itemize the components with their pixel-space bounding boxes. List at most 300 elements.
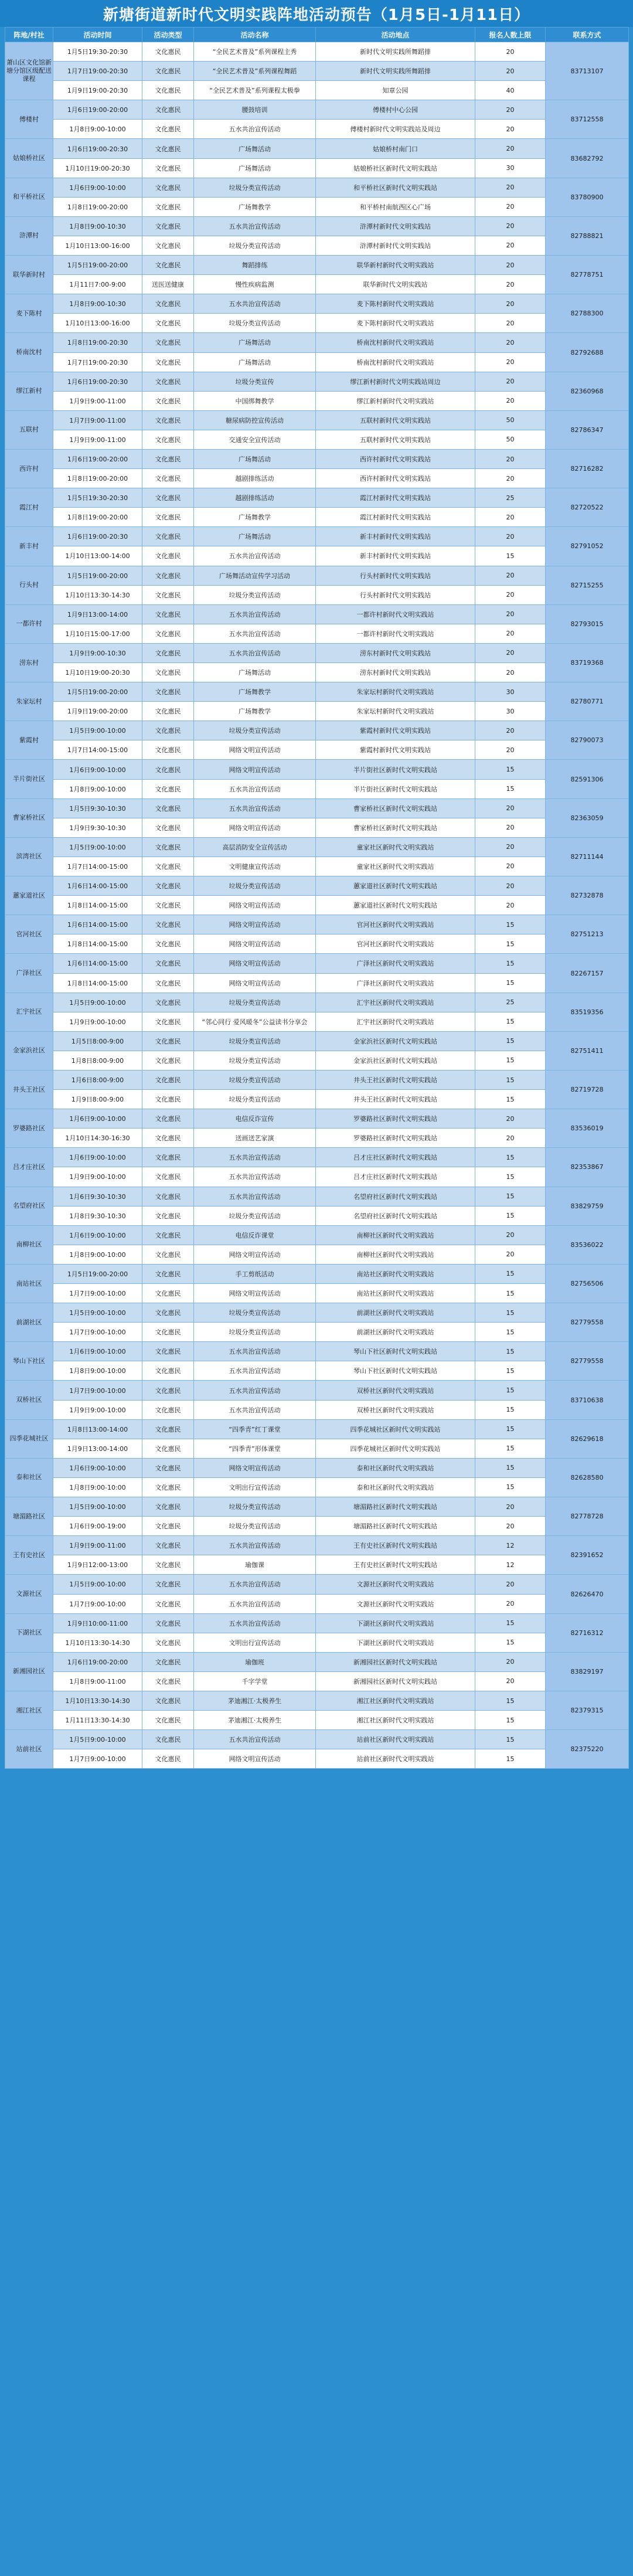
location-cell: 半片街社区新时代文明实践站: [316, 760, 475, 779]
time-cell: 1月9日13:00-14:00: [53, 1439, 142, 1458]
location-cell: 前湖社区新时代文明实践站: [316, 1323, 475, 1342]
capacity-cell: 20: [475, 236, 546, 255]
unit-cell: 桥南沈村: [5, 333, 53, 372]
time-cell: 1月9日9:00-11:00: [53, 1536, 142, 1555]
contact-cell: 82751213: [546, 915, 629, 954]
type-cell: 文化惠民: [142, 896, 194, 915]
time-cell: 1月5日9:30-10:30: [53, 798, 142, 818]
capacity-cell: 30: [475, 158, 546, 178]
type-cell: 文化惠民: [142, 1671, 194, 1691]
contact-cell: 82628580: [546, 1458, 629, 1497]
table-row: [5, 1245, 629, 1264]
unit-cell: 站前社区: [5, 1730, 53, 1769]
time-cell: 1月10日19:00-20:30: [53, 663, 142, 682]
table-row: [5, 604, 629, 624]
location-cell: 桥南沈村新时代文明实践站: [316, 352, 475, 372]
table-row: [5, 120, 629, 139]
location-cell: 名望府社区新时代文明实践站: [316, 1206, 475, 1225]
time-cell: 1月9日19:00-20:30: [53, 81, 142, 100]
contact-cell: 82379315: [546, 1691, 629, 1729]
type-cell: 文化惠民: [142, 1206, 194, 1225]
table-row: [5, 469, 629, 488]
type-cell: 文化惠民: [142, 721, 194, 740]
capacity-cell: 15: [475, 1167, 546, 1187]
unit-cell: 五联村: [5, 410, 53, 449]
activity-cell: 千字学堂: [194, 1671, 316, 1691]
location-cell: 文源社区新时代文明实践站: [316, 1575, 475, 1594]
table-row: [5, 139, 629, 158]
type-cell: 文化惠民: [142, 1012, 194, 1031]
time-cell: 1月8日14:00-15:00: [53, 934, 142, 954]
table-row: [5, 430, 629, 449]
time-cell: 1月10日13:30-14:30: [53, 585, 142, 604]
table-row: [5, 508, 629, 527]
activity-cell: 五水共治宣传活动: [194, 1361, 316, 1381]
location-cell: 名望府社区新时代文明实践站: [316, 1187, 475, 1206]
capacity-cell: 15: [475, 1342, 546, 1361]
type-cell: 送医送健康: [142, 275, 194, 294]
location-cell: 罗婆路社区新时代文明实践站: [316, 1129, 475, 1148]
time-cell: 1月10日13:00-16:00: [53, 314, 142, 333]
table-row: [5, 740, 629, 760]
location-cell: 缪江新村新时代文明实践站周边: [316, 372, 475, 391]
capacity-cell: 20: [475, 585, 546, 604]
capacity-cell: 15: [475, 1400, 546, 1419]
location-cell: 涝东村新时代文明实践站: [316, 643, 475, 662]
table-row: [5, 993, 629, 1012]
location-cell: 童家社区新时代文明实践站: [316, 837, 475, 857]
capacity-cell: 20: [475, 663, 546, 682]
location-cell: 五联村新时代文明实践站: [316, 410, 475, 430]
location-cell: 南站社区新时代文明实践站: [316, 1264, 475, 1283]
capacity-cell: 20: [475, 1517, 546, 1536]
contact-cell: 82751411: [546, 1031, 629, 1070]
activity-cell: 越剧排练活动: [194, 488, 316, 508]
table-row: [5, 527, 629, 546]
table-row: [5, 1090, 629, 1109]
capacity-cell: 20: [475, 256, 546, 275]
activity-cell: 五水共治宣传活动: [194, 294, 316, 314]
capacity-cell: 20: [475, 876, 546, 896]
unit-cell: 涝东村: [5, 643, 53, 682]
type-cell: 文化惠民: [142, 1303, 194, 1323]
type-cell: 文化惠民: [142, 585, 194, 604]
capacity-cell: 20: [475, 604, 546, 624]
location-cell: 双桥社区新时代文明实践站: [316, 1381, 475, 1400]
time-cell: 1月10日13:00-14:00: [53, 546, 142, 566]
time-cell: 1月7日9:00-11:00: [53, 410, 142, 430]
location-cell: 王有史社区新时代文明实践站: [316, 1536, 475, 1555]
table-row: [5, 1439, 629, 1458]
capacity-cell: 40: [475, 81, 546, 100]
capacity-cell: 15: [475, 1303, 546, 1323]
table-row: [5, 449, 629, 468]
schedule-table: [5, 27, 629, 1769]
capacity-cell: 20: [475, 294, 546, 314]
contact-cell: 82375220: [546, 1730, 629, 1769]
capacity-cell: 15: [475, 934, 546, 954]
capacity-cell: 15: [475, 1148, 546, 1167]
time-cell: 1月10日13:30-14:30: [53, 1691, 142, 1710]
time-cell: 1月6日14:00-15:00: [53, 915, 142, 934]
location-cell: 泰和社区新时代文明实践站: [316, 1458, 475, 1477]
contact-cell: 82792688: [546, 333, 629, 372]
time-cell: 1月9日9:00-10:00: [53, 1167, 142, 1187]
location-cell: 四季花城社区新时代文明实践站: [316, 1439, 475, 1458]
table-row: [5, 1458, 629, 1477]
table-row: [5, 1148, 629, 1167]
type-cell: 文化惠民: [142, 604, 194, 624]
time-cell: 1月5日9:00-10:00: [53, 837, 142, 857]
table-row: [5, 624, 629, 643]
activity-cell: 文明出行宣传活动: [194, 1633, 316, 1652]
type-cell: 文化惠民: [142, 1691, 194, 1710]
activity-cell: 茅迪湘江·太极养生: [194, 1711, 316, 1730]
table-row: [5, 1400, 629, 1419]
table-row: [5, 1361, 629, 1381]
location-cell: 新湘园社区新时代文明实践站: [316, 1652, 475, 1671]
unit-cell: 西许村: [5, 449, 53, 488]
activity-cell: 网络文明宣传活动: [194, 973, 316, 993]
capacity-cell: 15: [475, 1419, 546, 1439]
type-cell: 文化惠民: [142, 1497, 194, 1517]
table-row: [5, 857, 629, 876]
location-cell: 浒潭村新时代文明实践站: [316, 216, 475, 236]
capacity-cell: 20: [475, 1575, 546, 1594]
unit-cell: 南柳社区: [5, 1225, 53, 1264]
capacity-cell: 20: [475, 624, 546, 643]
table-row: [5, 42, 629, 62]
time-cell: 1月8日19:00-20:30: [53, 333, 142, 352]
unit-cell: 曹家桥社区: [5, 798, 53, 837]
table-row: [5, 81, 629, 100]
capacity-cell: 15: [475, 1633, 546, 1652]
capacity-cell: 15: [475, 1012, 546, 1031]
activity-cell: 网络文明宣传活动: [194, 1245, 316, 1264]
location-cell: 霞江村新时代文明实践站: [316, 508, 475, 527]
location-cell: 朱家坛村新时代文明实践站: [316, 682, 475, 702]
table-row: [5, 1129, 629, 1148]
type-cell: 文化惠民: [142, 779, 194, 798]
capacity-cell: 15: [475, 1711, 546, 1730]
contact-cell: 82720522: [546, 488, 629, 527]
capacity-cell: 15: [475, 779, 546, 798]
time-cell: 1月6日9:30-10:30: [53, 1187, 142, 1206]
location-cell: 双桥社区新时代文明实践站: [316, 1400, 475, 1419]
type-cell: 文化惠民: [142, 488, 194, 508]
capacity-cell: 15: [475, 973, 546, 993]
table-row: [5, 314, 629, 333]
time-cell: 1月5日9:00-10:00: [53, 721, 142, 740]
table-row: [5, 410, 629, 430]
activity-cell: 五水共治宣传活动: [194, 798, 316, 818]
time-cell: 1月5日19:00-20:00: [53, 566, 142, 585]
table-row: [5, 372, 629, 391]
time-cell: 1月8日9:30-10:30: [53, 1206, 142, 1225]
unit-cell: 萧山区文化馆新塘分馆区级配送课程: [5, 42, 53, 100]
location-cell: 南柳社区新时代文明实践站: [316, 1225, 475, 1245]
table-row: [5, 934, 629, 954]
time-cell: 1月6日19:00-20:30: [53, 139, 142, 158]
unit-cell: 浒潭村: [5, 216, 53, 255]
activity-cell: 广场舞教学: [194, 197, 316, 216]
table-row: [5, 1206, 629, 1225]
time-cell: 1月7日9:00-10:00: [53, 1323, 142, 1342]
capacity-cell: 20: [475, 857, 546, 876]
unit-cell: 名望府社区: [5, 1187, 53, 1225]
location-cell: 新时代文明实践所舞蹈排: [316, 62, 475, 81]
type-cell: 文化惠民: [142, 1187, 194, 1206]
type-cell: 文化惠民: [142, 216, 194, 236]
type-cell: 文化惠民: [142, 1594, 194, 1613]
contact-cell: 82363059: [546, 798, 629, 837]
type-cell: 文化惠民: [142, 1711, 194, 1730]
activity-cell: 五水共治宣传活动: [194, 1381, 316, 1400]
activity-cell: 五水共治宣传活动: [194, 1575, 316, 1594]
capacity-cell: 25: [475, 488, 546, 508]
activity-cell: 广场舞教学: [194, 702, 316, 721]
location-cell: 新湘园社区新时代文明实践站: [316, 1671, 475, 1691]
contact-cell: 82267157: [546, 954, 629, 993]
type-cell: 文化惠民: [142, 973, 194, 993]
activity-cell: 五水共治宣传活动: [194, 1594, 316, 1613]
activity-cell: 垃圾分类宣传: [194, 372, 316, 391]
activity-cell: 慢性疾病监测: [194, 275, 316, 294]
location-cell: 金家浜社区新时代文明实践站: [316, 1031, 475, 1051]
time-cell: 1月7日19:00-20:30: [53, 352, 142, 372]
capacity-cell: 20: [475, 372, 546, 391]
location-cell: 童家社区新时代文明实践站: [316, 857, 475, 876]
table-row: [5, 62, 629, 81]
capacity-cell: 15: [475, 1264, 546, 1283]
table-row: [5, 702, 629, 721]
type-cell: 文化惠民: [142, 1419, 194, 1439]
type-cell: 文化惠民: [142, 857, 194, 876]
type-cell: 文化惠民: [142, 508, 194, 527]
contact-cell: 82791052: [546, 527, 629, 566]
type-cell: 文化惠民: [142, 62, 194, 81]
capacity-cell: 20: [475, 275, 546, 294]
activity-cell: 五水共治宣传活动: [194, 216, 316, 236]
unit-cell: 文源社区: [5, 1575, 53, 1613]
capacity-cell: 15: [475, 1051, 546, 1070]
location-cell: 文源社区新时代文明实践站: [316, 1594, 475, 1613]
activity-cell: 垃圾分类宣传活动: [194, 1497, 316, 1517]
time-cell: 1月6日9:00-10:00: [53, 1225, 142, 1245]
contact-cell: 82790073: [546, 721, 629, 760]
location-cell: 新丰村新时代文明实践站: [316, 527, 475, 546]
location-cell: 麦下陈村新时代文明实践站: [316, 314, 475, 333]
contact-cell: 83536019: [546, 1109, 629, 1148]
type-cell: 文化惠民: [142, 81, 194, 100]
type-cell: 文化惠民: [142, 333, 194, 352]
contact-cell: 83780900: [546, 178, 629, 216]
unit-cell: 塘湄路社区: [5, 1497, 53, 1536]
location-cell: 官河社区新时代文明实践站: [316, 915, 475, 934]
type-cell: 文化惠民: [142, 1167, 194, 1187]
type-cell: 文化惠民: [142, 915, 194, 934]
activity-cell: 电信反诈课堂: [194, 1225, 316, 1245]
table-row: [5, 1575, 629, 1594]
contact-cell: 82793015: [546, 604, 629, 643]
capacity-cell: 15: [475, 1187, 546, 1206]
unit-cell: 傅楼村: [5, 100, 53, 139]
time-cell: 1月9日10:00-11:00: [53, 1613, 142, 1633]
contact-cell: 83710638: [546, 1381, 629, 1419]
unit-cell: 新湘园社区: [5, 1652, 53, 1691]
type-cell: 文化惠民: [142, 294, 194, 314]
type-cell: 文化惠民: [142, 993, 194, 1012]
capacity-cell: 20: [475, 896, 546, 915]
header-location: 活动地点: [316, 28, 475, 42]
contact-cell: 82788300: [546, 294, 629, 333]
time-cell: 1月9日9:00-11:00: [53, 430, 142, 449]
table-row: [5, 197, 629, 216]
time-cell: 1月8日9:00-10:00: [53, 779, 142, 798]
type-cell: 文化惠民: [142, 1439, 194, 1458]
location-cell: 一都许村新时代文明实践站: [316, 624, 475, 643]
location-cell: 井头王社区新时代文明实践站: [316, 1070, 475, 1089]
type-cell: 文化惠民: [142, 1400, 194, 1419]
unit-cell: 缪江新村: [5, 372, 53, 410]
type-cell: 文化惠民: [142, 1129, 194, 1148]
activity-cell: 网络文明宣传活动: [194, 915, 316, 934]
location-cell: 塘湄路社区新时代文明实践站: [316, 1497, 475, 1517]
location-cell: 和平桥村南航西区心广场: [316, 197, 475, 216]
activity-cell: 五水共治宣传活动: [194, 1187, 316, 1206]
unit-cell: 蕙家道社区: [5, 876, 53, 915]
type-cell: 文化惠民: [142, 702, 194, 721]
time-cell: 1月9日9:00-10:00: [53, 1012, 142, 1031]
header-type: 活动类型: [142, 28, 194, 42]
location-cell: 霞江村新时代文明实践站: [316, 488, 475, 508]
location-cell: 姑娘桥村南门口: [316, 139, 475, 158]
unit-cell: 半片街社区: [5, 760, 53, 798]
capacity-cell: 15: [475, 1323, 546, 1342]
location-cell: 一都许村新时代文明实践站: [316, 604, 475, 624]
capacity-cell: 50: [475, 430, 546, 449]
activity-cell: 五水共治宣传活动: [194, 643, 316, 662]
type-cell: 文化惠民: [142, 818, 194, 837]
type-cell: 文化惠民: [142, 178, 194, 197]
activity-cell: 中国绑舞教学: [194, 391, 316, 410]
time-cell: 1月6日9:00-19:00: [53, 1517, 142, 1536]
unit-cell: 行头村: [5, 566, 53, 604]
type-cell: 文化惠民: [142, 120, 194, 139]
table-row: [5, 1187, 629, 1206]
table-row: [5, 256, 629, 275]
time-cell: 1月7日14:00-15:00: [53, 857, 142, 876]
activity-cell: 垃圾分类宣传活动: [194, 876, 316, 896]
table-row: [5, 779, 629, 798]
time-cell: 1月10日13:30-14:30: [53, 1633, 142, 1652]
location-cell: 联华新时代文明实践站: [316, 275, 475, 294]
type-cell: 文化惠民: [142, 1749, 194, 1769]
capacity-cell: 25: [475, 993, 546, 1012]
capacity-cell: 20: [475, 62, 546, 81]
type-cell: 文化惠民: [142, 1323, 194, 1342]
activity-cell: 五水共治宣传活动: [194, 1148, 316, 1167]
table-row: [5, 798, 629, 818]
activity-cell: 五水共治宣传活动: [194, 120, 316, 139]
unit-cell: 联华新时村: [5, 256, 53, 294]
activity-cell: 高层消防安全宣传活动: [194, 837, 316, 857]
header-activity: 活动名称: [194, 28, 316, 42]
location-cell: 新时代文明实践所舞蹈排: [316, 42, 475, 62]
type-cell: 文化惠民: [142, 1225, 194, 1245]
contact-cell: 82626470: [546, 1575, 629, 1613]
location-cell: 下湖社区新时代文明实践站: [316, 1633, 475, 1652]
time-cell: 1月6日14:00-15:00: [53, 876, 142, 896]
activity-cell: “邻心同行 爱风暖冬”公益读书分享会: [194, 1012, 316, 1031]
unit-cell: 麦下陈村: [5, 294, 53, 333]
location-cell: 知章公园: [316, 81, 475, 100]
time-cell: 1月9日9:00-10:30: [53, 643, 142, 662]
activity-cell: “四季青”形体课堂: [194, 1439, 316, 1458]
table-row: [5, 1109, 629, 1129]
capacity-cell: 20: [475, 216, 546, 236]
time-cell: 1月5日19:30-20:30: [53, 488, 142, 508]
time-cell: 1月11日13:30-14:30: [53, 1711, 142, 1730]
table-row: [5, 546, 629, 566]
activity-cell: 五水共治宣传活动: [194, 1400, 316, 1419]
time-cell: 1月10日15:00-17:00: [53, 624, 142, 643]
table-row: [5, 1671, 629, 1691]
table-row: [5, 1477, 629, 1497]
type-cell: 文化惠民: [142, 1458, 194, 1477]
table-row: [5, 1031, 629, 1051]
capacity-cell: 15: [475, 1458, 546, 1477]
location-cell: 傅楼村中心公园: [316, 100, 475, 120]
capacity-cell: 20: [475, 469, 546, 488]
table-row: [5, 1730, 629, 1749]
time-cell: 1月9日13:00-14:00: [53, 604, 142, 624]
activity-cell: 五水共治宣传活动: [194, 624, 316, 643]
activity-cell: 广场舞活动: [194, 449, 316, 468]
activity-cell: 网络文明宣传活动: [194, 760, 316, 779]
activity-cell: 垃圾分类宣传活动: [194, 1090, 316, 1109]
table-row: [5, 896, 629, 915]
location-cell: 朱家坛村新时代文明实践站: [316, 702, 475, 721]
type-cell: 文化惠民: [142, 1517, 194, 1536]
type-cell: 文化惠民: [142, 527, 194, 546]
header-unit: 阵地/村社: [5, 28, 53, 42]
type-cell: 文化惠民: [142, 256, 194, 275]
capacity-cell: 20: [475, 818, 546, 837]
contact-cell: 82778728: [546, 1497, 629, 1536]
capacity-cell: 20: [475, 643, 546, 662]
contact-cell: 82591306: [546, 760, 629, 798]
unit-cell: 吕才庄社区: [5, 1148, 53, 1187]
time-cell: 1月5日19:00-20:00: [53, 682, 142, 702]
capacity-cell: 15: [475, 1070, 546, 1089]
table-row: [5, 1613, 629, 1633]
time-cell: 1月8日9:00-10:00: [53, 1245, 142, 1264]
time-cell: 1月5日19:30-20:30: [53, 42, 142, 62]
capacity-cell: 15: [475, 1730, 546, 1749]
table-row: [5, 1225, 629, 1245]
activity-cell: 腰鼓培训: [194, 100, 316, 120]
capacity-cell: 30: [475, 702, 546, 721]
location-cell: 傅楼村新时代文明实践站及周边: [316, 120, 475, 139]
type-cell: 文化惠民: [142, 314, 194, 333]
time-cell: 1月6日8:00-9:00: [53, 1070, 142, 1089]
time-cell: 1月6日9:00-10:00: [53, 1342, 142, 1361]
location-cell: 姑娘桥社区新时代文明实践站: [316, 158, 475, 178]
table-row: [5, 915, 629, 934]
capacity-cell: 15: [475, 1477, 546, 1497]
time-cell: 1月5日19:00-20:00: [53, 1264, 142, 1283]
